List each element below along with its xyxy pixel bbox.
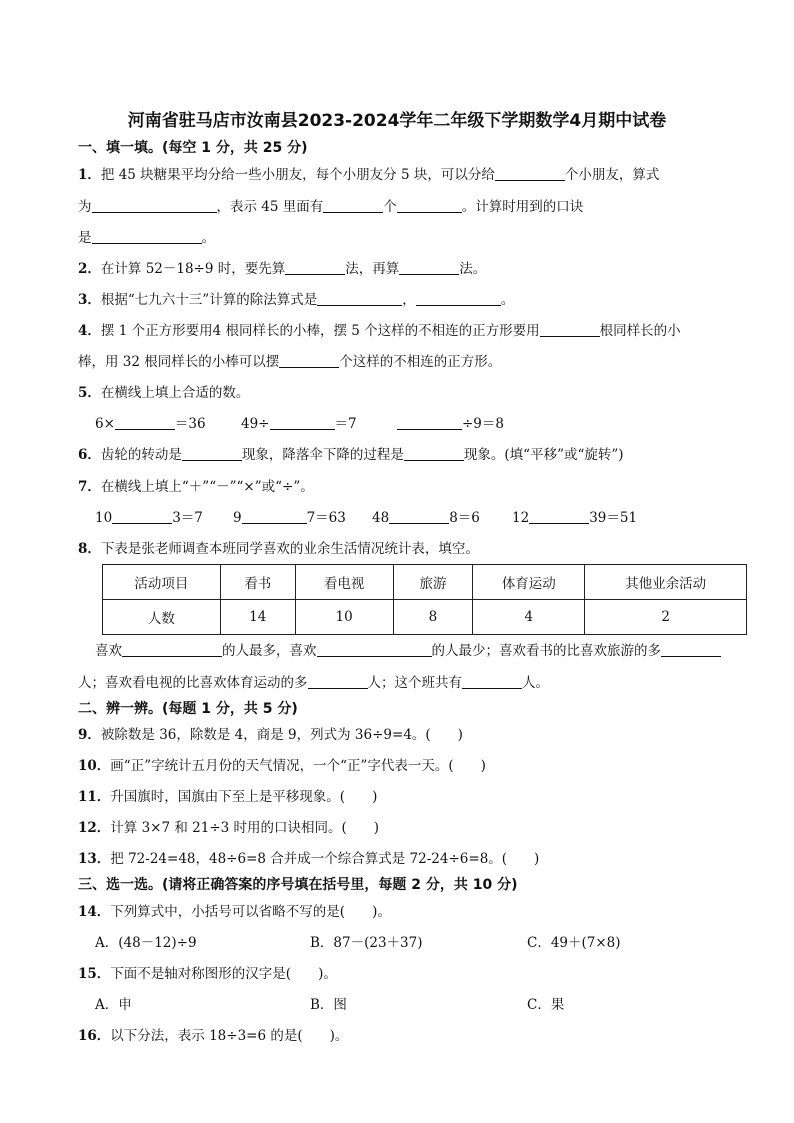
answer-blank[interactable]	[112, 509, 172, 524]
expression-text: 10	[95, 510, 113, 526]
question-number: 9．	[78, 727, 101, 743]
question-15	[78, 965, 337, 983]
question-number: 11．	[78, 789, 111, 805]
question-number: 7．	[78, 479, 101, 495]
question-text: 把 72-24=48，48÷6=8 合并成一个综合算式是 72-24÷6=8。( )	[110, 851, 540, 867]
question-text: 现象，降落伞下降的过程是	[241, 447, 404, 463]
question-text: 升国旗时，国旗由下至上是平移现象。( )	[110, 789, 378, 805]
question-text: 为	[78, 199, 92, 215]
question-text: 根据“七九六十三”计算的除法算式是	[100, 292, 318, 308]
question-text: 下面不是轴对称图形的汉字是( )。	[110, 966, 337, 982]
expression-text: 3＝7	[172, 510, 203, 526]
expression-text: 39＝51	[589, 510, 638, 526]
answer-blank[interactable]	[495, 166, 565, 181]
question-text: 棒，用 32 根同样长的小棒可以摆	[78, 354, 280, 370]
table-row	[103, 600, 747, 635]
table-cell: 人数	[103, 600, 221, 635]
expression-4	[512, 509, 637, 527]
option-b[interactable]: B．图	[310, 997, 347, 1013]
table-cell: 14	[220, 600, 295, 635]
answer-blank[interactable]	[323, 198, 383, 213]
table-cell: 8	[393, 600, 473, 635]
question-number: 5．	[78, 385, 101, 401]
answer-blank[interactable]	[317, 291, 402, 306]
expression-1	[95, 415, 206, 433]
question-4-line-1	[78, 322, 681, 340]
question-text: 根同样长的小	[599, 323, 681, 339]
question-6	[78, 446, 624, 464]
question-number: 12．	[78, 820, 111, 836]
question-number: 16．	[78, 1028, 111, 1044]
expression-3	[397, 415, 504, 433]
question-text: 下表是张老师调查本班同学喜欢的业余生活情况统计表，填空。	[100, 541, 479, 557]
question-text: 计算 3×7 和 21÷3 时用的口诀相同。( )	[110, 820, 380, 836]
table-header-cell: 看电视	[295, 565, 393, 600]
expression-text: ＝36	[174, 416, 206, 432]
question-text: 。	[500, 292, 515, 308]
expression-text: 48	[372, 510, 390, 526]
question-number: 8．	[78, 541, 101, 557]
question-text: 人；这个班共有	[367, 675, 462, 691]
answer-blank[interactable]	[389, 509, 449, 524]
answer-blank[interactable]	[540, 322, 600, 337]
answer-blank[interactable]	[399, 260, 459, 275]
question-11	[78, 788, 377, 806]
question-text: 画“正”字统计五月份的天气情况，一个“正”字代表一天。( )	[110, 758, 486, 774]
expression-2	[233, 509, 346, 527]
option-b[interactable]: B．87－(23＋37)	[310, 935, 423, 951]
table-header-row	[103, 565, 747, 600]
question-8-line-1	[95, 642, 721, 660]
question-1-line-1	[78, 166, 659, 184]
question-text: 喜欢	[95, 643, 122, 659]
expression-text: ÷9＝8	[462, 416, 504, 432]
question-8	[78, 540, 479, 558]
question-1-line-3	[78, 229, 215, 247]
answer-blank[interactable]	[122, 642, 222, 657]
question-text: 被除数是 36，除数是 4，商是 9，列式为 36÷9=4。( )	[100, 727, 463, 743]
answer-blank[interactable]	[242, 509, 307, 524]
question-text: 在计算 52－18÷9 时，要先算	[100, 261, 286, 277]
option-c[interactable]: C．果	[527, 997, 565, 1013]
question-text: 现象。(填“平移”或“旋转”)	[463, 447, 624, 463]
answer-blank[interactable]	[182, 446, 242, 461]
question-text: 。	[201, 230, 215, 246]
answer-blank[interactable]	[397, 198, 462, 213]
answer-blank[interactable]	[285, 260, 345, 275]
question-text: 下列算式中，小括号可以省略不写的是( )。	[110, 904, 391, 920]
question-number: 15．	[78, 966, 111, 982]
question-text: 人；喜欢看电视的比喜欢体育运动的多	[78, 675, 308, 691]
expression-3	[372, 509, 480, 527]
question-7	[78, 478, 314, 496]
question-text: 。计算时用到的口诀	[461, 199, 584, 215]
answer-blank[interactable]	[404, 446, 464, 461]
table-cell: 10	[295, 600, 393, 635]
question-text: ，	[402, 292, 416, 308]
expression-text: 12	[512, 510, 530, 526]
question-2	[78, 260, 486, 278]
answer-blank[interactable]	[416, 291, 501, 306]
section-3-heading: 三、选一选。(请将正确答案的序号填在括号里，每题 2 分，共 10 分)	[78, 877, 518, 893]
question-number: 6．	[78, 447, 101, 463]
table-header-cell: 看书	[220, 565, 295, 600]
option-c[interactable]: C．49＋(7×8)	[527, 935, 621, 951]
question-number: 1．	[78, 167, 101, 183]
question-text: ，表示 45 里面有	[216, 199, 324, 215]
question-text: 个小朋友，算式	[564, 167, 660, 183]
section-1-heading: 一、填一填。(每空 1 分，共 25 分)	[78, 140, 308, 156]
question-3	[78, 291, 514, 309]
answer-blank[interactable]	[115, 415, 175, 430]
question-number: 4．	[78, 323, 101, 339]
activity-stats-table	[102, 564, 747, 635]
table-header-cell: 旅游	[393, 565, 473, 600]
question-16	[78, 1027, 348, 1045]
question-12	[78, 819, 379, 837]
expression-text: 8＝6	[449, 510, 480, 526]
option-a[interactable]: A．申	[95, 997, 132, 1013]
answer-blank[interactable]	[317, 642, 432, 657]
question-text: 在横线上填上合适的数。	[100, 385, 250, 401]
question-text: 法。	[459, 261, 487, 277]
expression-text: 6×	[95, 416, 115, 432]
expression-text: 9	[233, 510, 242, 526]
answer-blank[interactable]	[462, 674, 522, 689]
question-text: 的人最少；喜欢看书的比喜欢旅游的多	[431, 643, 661, 659]
table-header-cell: 体育运动	[473, 565, 585, 600]
question-number: 10．	[78, 758, 111, 774]
question-4-line-2	[78, 353, 501, 371]
answer-blank[interactable]	[397, 415, 462, 430]
question-5	[78, 384, 249, 402]
table-header-cell: 活动项目	[103, 565, 221, 600]
question-10	[78, 757, 486, 775]
answer-blank[interactable]	[270, 415, 335, 430]
expression-2	[241, 415, 357, 433]
answer-blank[interactable]	[529, 509, 589, 524]
question-number: 3．	[78, 292, 101, 308]
table-cell: 2	[585, 600, 747, 635]
question-9	[78, 726, 463, 744]
answer-blank[interactable]	[308, 674, 368, 689]
question-text: 摆 1 个正方形要用4 根同样长的小棒，摆 5 个这样的不相连的正方形要用	[100, 323, 540, 339]
question-text: 是	[78, 230, 92, 246]
table-header-cell: 其他业余活动	[585, 565, 747, 600]
answer-blank[interactable]	[92, 198, 217, 213]
question-text: 以下分法，表示 18÷3=6 的是( )。	[110, 1028, 349, 1044]
question-text: 个这样的不相连的正方形。	[339, 354, 502, 370]
question-13	[78, 850, 539, 868]
option-a[interactable]: A．(48－12)÷9	[95, 935, 197, 951]
question-text: 人。	[522, 675, 549, 691]
question-text: 的人最多，喜欢	[222, 643, 317, 659]
answer-blank[interactable]	[661, 642, 721, 657]
question-8-line-2	[78, 674, 549, 692]
question-14	[78, 903, 391, 921]
question-text: 个	[383, 199, 397, 215]
question-number: 13．	[78, 851, 111, 867]
question-1-line-2	[78, 198, 583, 216]
expression-text: 7＝63	[306, 510, 346, 526]
answer-blank[interactable]	[92, 229, 202, 244]
expression-text: 49÷	[241, 416, 270, 432]
question-text: 把 45 块糖果平均分给一些小朋友，每个小朋友分 5 块，可以分给	[100, 167, 495, 183]
question-text: 法，再算	[345, 261, 400, 277]
question-number: 14．	[78, 904, 111, 920]
table-cell: 4	[473, 600, 585, 635]
question-number: 2．	[78, 261, 101, 277]
expression-1	[95, 509, 203, 527]
question-text: 齿轮的转动是	[100, 447, 182, 463]
page-title: 河南省驻马店市汝南县2023-2024学年二年级下学期数学4月期中试卷	[127, 111, 667, 131]
section-2-heading: 二、辨一辨。(每题 1 分，共 5 分)	[78, 701, 298, 717]
answer-blank[interactable]	[279, 353, 339, 368]
question-text: 在横线上填上“＋”“－”“×”或“÷”。	[100, 479, 314, 495]
expression-text: ＝7	[334, 416, 357, 432]
